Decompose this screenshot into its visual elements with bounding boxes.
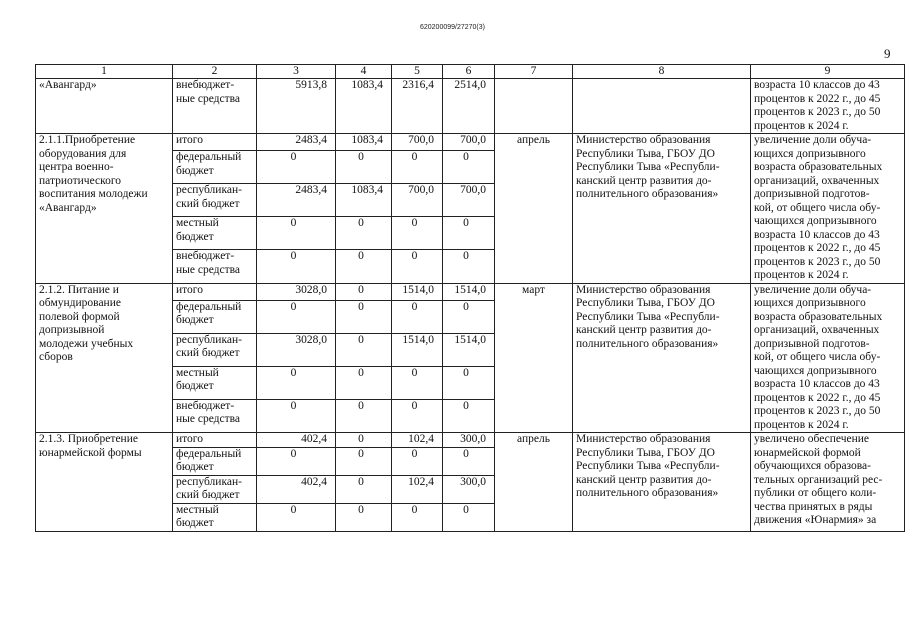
amount-2023: 2316,4 xyxy=(392,79,443,134)
funding-source: внебюджет- ные средства xyxy=(173,399,257,432)
amount-2022: 1083,4 xyxy=(336,184,392,217)
amount-2024: 1514,0 xyxy=(443,283,495,300)
amount-total: 402,4 xyxy=(257,433,336,448)
amount-total: 0 xyxy=(257,250,336,283)
amount-2024: 0 xyxy=(443,503,495,531)
column-header: 1 xyxy=(36,65,173,79)
funding-source: итого xyxy=(173,134,257,151)
amount-2023: 102,4 xyxy=(392,475,443,503)
amount-total: 3028,0 xyxy=(257,333,336,366)
executor: Министерство образования Республики Тыва, ГБОУ ДО Республики Тыва «Республи- канский центр развития до- полнительного образования» xyxy=(573,433,751,532)
table-row xyxy=(36,283,905,300)
amount-total: 0 xyxy=(257,300,336,333)
funding-source: республикан- ский бюджет xyxy=(173,475,257,503)
column-header: 8 xyxy=(573,65,751,79)
executor: Министерство образования Республики Тыва, ГБОУ ДО Республики Тыва «Республи- канский центр развития до- полнительного образования» xyxy=(573,283,751,433)
amount-2024: 700,0 xyxy=(443,134,495,151)
amount-2023: 0 xyxy=(392,447,443,475)
funding-source: внебюджет- ные средства xyxy=(173,250,257,283)
amount-2022: 0 xyxy=(336,366,392,399)
amount-2022: 0 xyxy=(336,217,392,250)
amount-2022: 0 xyxy=(336,399,392,432)
amount-2024: 2514,0 xyxy=(443,79,495,134)
column-header: 6 xyxy=(443,65,495,79)
expected-result: увеличение доли обуча- ющихся допризывного возраста образовательных организаций, охваченных допризывной подготов- кой, от общего числа обу- чающихся допризывного возраста 10 классов до 43 процентов к 2022 г., до 45 процентов к 2023 г., до 50 процентов к 2024 г. xyxy=(751,134,905,284)
amount-total: 0 xyxy=(257,366,336,399)
amount-2022: 0 xyxy=(336,300,392,333)
amount-total: 3028,0 xyxy=(257,283,336,300)
amount-total: 5913,8 xyxy=(257,79,336,134)
amount-2024: 0 xyxy=(443,399,495,432)
amount-2023: 0 xyxy=(392,250,443,283)
activity-name: «Авангард» xyxy=(36,79,173,134)
amount-2023: 0 xyxy=(392,151,443,184)
amount-2023: 700,0 xyxy=(392,184,443,217)
amount-2022: 0 xyxy=(336,433,392,448)
amount-2022: 0 xyxy=(336,475,392,503)
amount-2023: 1514,0 xyxy=(392,333,443,366)
amount-total: 0 xyxy=(257,399,336,432)
amount-2022: 0 xyxy=(336,250,392,283)
document-number: 620200099/27270(3) xyxy=(419,24,485,31)
amount-2022: 0 xyxy=(336,333,392,366)
executor xyxy=(573,79,751,134)
amount-2024: 0 xyxy=(443,366,495,399)
deadline: апрель xyxy=(495,134,573,284)
expected-result: увеличено обеспечение юнармейской формой обучающихся образова- тельных организаций рес- публики от общего коли- чества принятых в ряды движения «Юнармия» за xyxy=(751,433,905,532)
table-row xyxy=(36,79,905,134)
amount-2023: 0 xyxy=(392,366,443,399)
page-number: 9 xyxy=(884,46,891,61)
amount-2023: 700,0 xyxy=(392,134,443,151)
amount-2022: 0 xyxy=(336,447,392,475)
amount-2023: 0 xyxy=(392,217,443,250)
deadline: апрель xyxy=(495,433,573,532)
amount-total: 402,4 xyxy=(257,475,336,503)
amount-total: 0 xyxy=(257,217,336,250)
amount-2023: 102,4 xyxy=(392,433,443,448)
amount-2024: 0 xyxy=(443,217,495,250)
deadline: март xyxy=(495,283,573,433)
column-header: 7 xyxy=(495,65,573,79)
funding-source: местный бюджет xyxy=(173,503,257,531)
amount-total: 0 xyxy=(257,151,336,184)
funding-source: федеральный бюджет xyxy=(173,447,257,475)
expected-result: увеличение доли обуча- ющихся допризывного возраста образовательных организаций, охваченных допризывной подготов- кой, от общего числа обу- чающихся допризывного возраста 10 классов до 43 процентов к 2022 г., до 45 процентов к 2023 г., до 50 процентов к 2024 г. xyxy=(751,283,905,433)
amount-2024: 700,0 xyxy=(443,184,495,217)
amount-total: 2483,4 xyxy=(257,184,336,217)
funding-source: республикан- ский бюджет xyxy=(173,333,257,366)
amount-2022: 0 xyxy=(336,283,392,300)
funding-source: итого xyxy=(173,283,257,300)
column-header: 3 xyxy=(257,65,336,79)
executor: Министерство образования Республики Тыва, ГБОУ ДО Республики Тыва «Республи- канский центр развития до- полнительного образования» xyxy=(573,134,751,284)
funding-source: федеральный бюджет xyxy=(173,151,257,184)
funding-source: внебюджет- ные средства xyxy=(173,79,257,134)
amount-2022: 0 xyxy=(336,151,392,184)
amount-2022: 0 xyxy=(336,503,392,531)
activity-name: 2.1.3. Приобретение юнармейской формы xyxy=(36,433,173,532)
amount-2022: 1083,4 xyxy=(336,79,392,134)
funding-source: местный бюджет xyxy=(173,217,257,250)
amount-2022: 1083,4 xyxy=(336,134,392,151)
table-row xyxy=(36,134,905,151)
header-row xyxy=(36,65,905,79)
amount-2023: 0 xyxy=(392,503,443,531)
column-header: 5 xyxy=(392,65,443,79)
column-header: 9 xyxy=(751,65,905,79)
amount-2024: 0 xyxy=(443,250,495,283)
amount-2024: 300,0 xyxy=(443,475,495,503)
amount-2024: 300,0 xyxy=(443,433,495,448)
deadline xyxy=(495,79,573,134)
budget-table xyxy=(35,64,905,532)
amount-total: 2483,4 xyxy=(257,134,336,151)
funding-source: республикан- ский бюджет xyxy=(173,184,257,217)
amount-2023: 1514,0 xyxy=(392,283,443,300)
funding-source: итого xyxy=(173,433,257,448)
amount-2024: 0 xyxy=(443,151,495,184)
column-header: 4 xyxy=(336,65,392,79)
amount-2024: 0 xyxy=(443,447,495,475)
amount-total: 0 xyxy=(257,447,336,475)
amount-2024: 0 xyxy=(443,300,495,333)
activity-name: 2.1.2. Питание и обмундирование полевой формой допризывной молодежи учебных сборов xyxy=(36,283,173,433)
funding-source: федеральный бюджет xyxy=(173,300,257,333)
funding-source: местный бюджет xyxy=(173,366,257,399)
column-header: 2 xyxy=(173,65,257,79)
amount-2023: 0 xyxy=(392,300,443,333)
activity-name: 2.1.1.Приобретение оборудования для центра военно- патриотического воспитания молодежи «Авангард» xyxy=(36,134,173,284)
expected-result: возраста 10 классов до 43 процентов к 2022 г., до 45 процентов к 2023 г., до 50 процентов к 2024 г. xyxy=(751,79,905,134)
amount-total: 0 xyxy=(257,503,336,531)
amount-2023: 0 xyxy=(392,399,443,432)
amount-2024: 1514,0 xyxy=(443,333,495,366)
table-row xyxy=(36,433,905,448)
